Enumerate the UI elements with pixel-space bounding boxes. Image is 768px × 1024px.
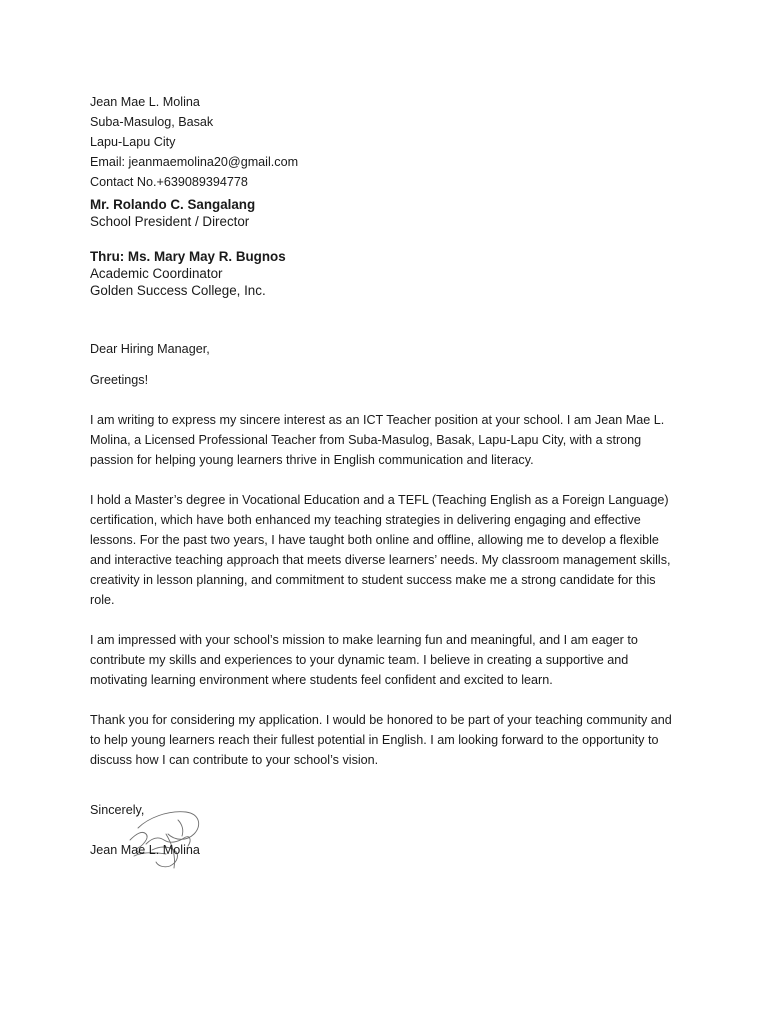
letter-body bbox=[90, 92, 680, 860]
thru-block bbox=[90, 248, 680, 299]
sender-address-line1: Suba-Masulog, Basak bbox=[90, 115, 214, 129]
recipient-name: Mr. Rolando C. Sangalang bbox=[90, 197, 256, 212]
sender-email: Email: jeanmaemolina20@gmail.com bbox=[90, 155, 299, 169]
paragraph-intro: I am writing to express my sincere interest as an ICT Teacher position at your school. I am Jean Mae L. Molina, a Licensed Professional Teacher from Suba-Masulog, Basak, Lapu-Lapu City, with a strong passion for helping young learners thrive in English communication and literacy. bbox=[90, 413, 665, 467]
handwritten-signature bbox=[108, 800, 208, 872]
closing: Sincerely, bbox=[90, 803, 145, 817]
paragraph-mission: I am impressed with your school’s mission to make learning fun and meaningful, and I am eager to contribute my skills and experiences to your dynamic team. I believe in creating a supportive and motivating learning environment where students feel confident and excited to learn. bbox=[90, 633, 638, 687]
paragraph-qualifications: I hold a Master’s degree in Vocational Education and a TEFL (Teaching English as a Foreign Language) certification, which have both enhanced my teaching strategies in delivering engaging and effective lessons. For the past two years, I have taught both online and offline, allowing me to develop a flexible and interactive teaching approach that meets diverse learners’ needs. My classroom management skills, creativity in lesson planning, and commitment to student success make me a strong candidate for this role. bbox=[90, 493, 671, 607]
thru-title: Academic Coordinator bbox=[90, 266, 223, 281]
paragraph-thanks: Thank you for considering my application. I would be honored to be part of your teaching community and to help young learners reach their fullest potential in English. I am looking forward to the opportunity to discuss how I can contribute to your school’s vision. bbox=[90, 713, 672, 767]
greeting: Greetings! bbox=[90, 373, 149, 387]
salutation: Dear Hiring Manager, bbox=[90, 342, 210, 356]
sender-name: Jean Mae L. Molina bbox=[90, 95, 200, 109]
sender-contact: Contact No.+639089394778 bbox=[90, 175, 248, 189]
signer-name: Jean Mae L. Molina bbox=[90, 843, 200, 857]
thru-organization: Golden Success College, Inc. bbox=[90, 283, 266, 298]
signature-area bbox=[90, 800, 680, 860]
recipient-title: School President / Director bbox=[90, 214, 250, 229]
sender-address-line2: Lapu-Lapu City bbox=[90, 135, 176, 149]
sender-block bbox=[90, 92, 680, 192]
thru-name: Thru: Ms. Mary May R. Bugnos bbox=[90, 249, 286, 264]
recipient-block bbox=[90, 196, 680, 230]
